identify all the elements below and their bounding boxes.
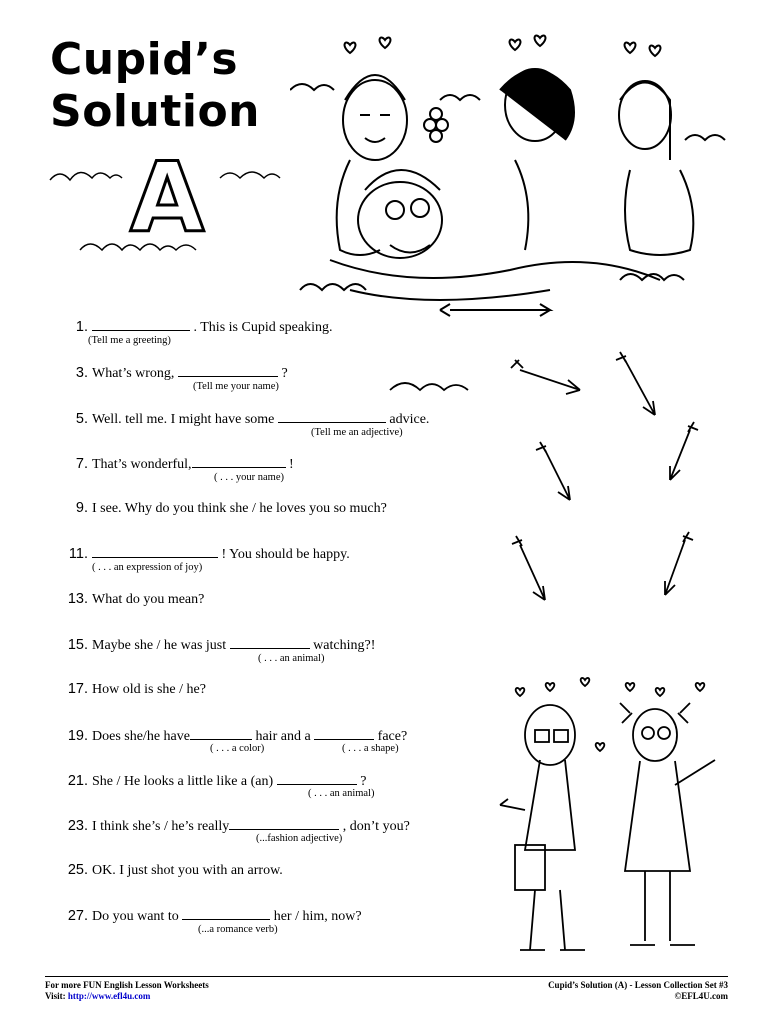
footer-lesson-title: Cupid’s Solution (A) - Lesson Collection Set #3 (548, 980, 728, 990)
question-text-before: Does she/he have (92, 729, 190, 744)
hint-7: ( . . . your name) (214, 472, 284, 483)
question-17 (66, 681, 206, 698)
question-text-before: That’s wonderful, (92, 457, 192, 472)
question-text-after: ? (281, 366, 288, 381)
question-1 (66, 318, 332, 336)
question-number: 13. (67, 591, 88, 607)
answer-blank[interactable] (182, 907, 270, 920)
cloud-decoration (40, 142, 300, 270)
question-text-after: watching?! (313, 638, 376, 653)
answer-blank-color[interactable] (190, 727, 252, 740)
hint-19a: ( . . . a color) (210, 743, 265, 754)
question-text-after: ? (360, 774, 367, 789)
footer-website-link[interactable]: http://www.efl4u.com (67, 991, 151, 1001)
question-text-after: face? (377, 729, 408, 744)
question-number: 11. (68, 546, 88, 562)
answer-blank[interactable] (178, 364, 278, 377)
question-text-before: Maybe she / he was just (92, 638, 227, 653)
hint-19b: ( . . . a shape) (342, 743, 399, 754)
question-text-before: I think she’s / he’s really (92, 819, 230, 834)
hint-1: (Tell me a greeting) (88, 335, 171, 346)
question-number: 21. (67, 773, 88, 789)
question-text-before: Well. tell me. I might have some (92, 412, 275, 427)
question-7 (66, 455, 294, 473)
question-number: 9. (75, 500, 88, 516)
question-text-after: . This is Cupid speaking. (193, 320, 333, 335)
answer-blank[interactable] (278, 410, 386, 423)
question-27 (66, 907, 362, 925)
question-number: 1. (75, 319, 88, 335)
footer-promo: For more FUN English Lesson Worksheets (45, 980, 209, 990)
hint-11: ( . . . an expression of joy) (92, 562, 203, 573)
question-number: 27. (67, 908, 88, 924)
question-text: What do you mean? (92, 592, 205, 607)
hint-21: ( . . . an animal) (308, 788, 375, 799)
hint-27: (...a romance verb) (198, 924, 278, 935)
hint-3: (Tell me your name) (193, 381, 279, 392)
question-number: 3. (75, 365, 88, 381)
question-text: How old is she / he? (92, 682, 206, 697)
question-number: 19. (67, 728, 88, 744)
footer-left (45, 980, 209, 1002)
question-number: 25. (67, 862, 88, 878)
footer-visit-label: Visit: (45, 991, 66, 1001)
answer-blank[interactable] (277, 772, 357, 785)
question-text-before: What’s wrong, (92, 366, 175, 381)
question-text-after: advice. (389, 412, 430, 427)
footer-right (548, 980, 728, 1002)
question-text-before: Do you want to (92, 909, 179, 924)
hint-5: (Tell me an adjective) (311, 427, 403, 438)
question-15 (66, 636, 375, 654)
answer-blank[interactable] (92, 318, 190, 331)
title-line-2: Solution (50, 86, 260, 137)
answer-blank[interactable] (230, 636, 310, 649)
answer-blank-shape[interactable] (314, 727, 374, 740)
question-23 (66, 817, 410, 835)
hint-15: ( . . . an animal) (258, 653, 325, 664)
question-number: 5. (75, 411, 88, 427)
footer-rule (45, 976, 728, 977)
version-letter: A (130, 142, 205, 254)
question-9 (66, 500, 387, 517)
arrows-decoration (380, 340, 720, 610)
answer-blank[interactable] (229, 817, 339, 830)
question-text: I see. Why do you think she / he loves you so much? (92, 501, 387, 516)
question-text: OK. I just shot you with an arrow. (92, 863, 283, 878)
question-11 (66, 545, 350, 563)
question-number: 17. (67, 681, 88, 697)
question-text-middle: hair and a (255, 729, 311, 744)
question-text-after: ! You should be happy. (221, 547, 350, 562)
question-text-after: , don’t you? (342, 819, 410, 834)
question-3 (66, 364, 288, 382)
question-text-after: her / him, now? (273, 909, 362, 924)
title-line-1: Cupid’s (50, 34, 239, 85)
question-text-before: She / He looks a little like a (an) (92, 774, 274, 789)
answer-blank[interactable] (92, 545, 218, 558)
footer-copyright: ©EFL4U.com (674, 991, 728, 1001)
question-number: 23. (67, 818, 88, 834)
couple-illustration (490, 665, 730, 965)
question-number: 7. (75, 456, 88, 472)
question-25 (66, 862, 283, 879)
hint-23: (...fashion adjective) (256, 833, 343, 844)
worksheet-title (50, 34, 260, 138)
question-5 (66, 410, 429, 428)
question-13 (66, 591, 204, 608)
cupid-illustration (290, 30, 740, 330)
answer-blank[interactable] (192, 455, 286, 468)
question-text-after: ! (289, 457, 294, 472)
question-number: 15. (67, 637, 88, 653)
